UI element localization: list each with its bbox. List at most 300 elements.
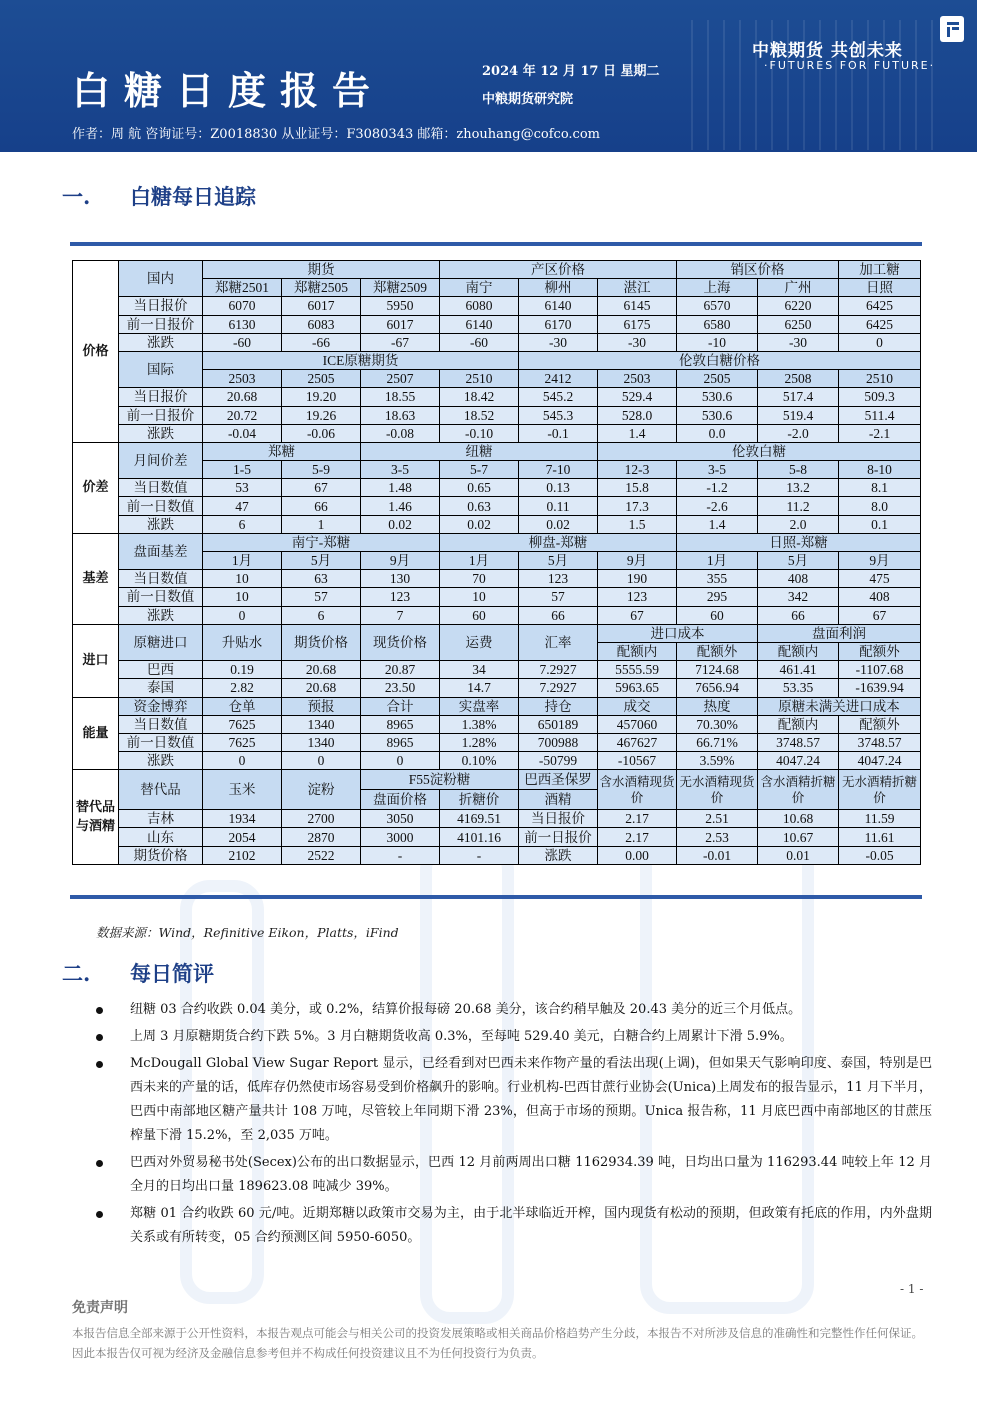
table-cell: 4047.24 xyxy=(758,752,839,770)
data-source: 数据来源：Wind，Refinitive Eikon，Platts，iFind xyxy=(96,925,399,940)
table-cell: 7.2927 xyxy=(519,661,598,679)
logo-text: 中粮期货 共创未来 xyxy=(752,41,903,61)
table-row xyxy=(73,442,921,460)
table-cell: 18.42 xyxy=(440,388,519,406)
column-group-header: 伦敦白糖 xyxy=(598,442,921,460)
row-label: 前一日报价 xyxy=(119,406,203,424)
table-cell: 53 xyxy=(203,479,282,497)
table-cell: 6220 xyxy=(758,297,839,315)
column-header: 热度 xyxy=(677,697,758,715)
column-header: 2507 xyxy=(361,370,440,388)
column-header: 运费 xyxy=(440,624,519,660)
table-cell: 8965 xyxy=(361,715,440,733)
table-cell: 10 xyxy=(203,588,282,606)
table-cell: 511.4 xyxy=(839,406,921,424)
table-cell: 342 xyxy=(758,588,839,606)
table-cell: -30 xyxy=(519,333,598,351)
column-header: 配额内 xyxy=(598,642,677,660)
row-header: 国内 xyxy=(119,261,203,297)
table-row xyxy=(73,297,921,315)
row-header: 盘面基差 xyxy=(119,533,203,569)
table-cell: 517.4 xyxy=(758,388,839,406)
column-header: 期货价格 xyxy=(282,624,361,660)
column-header: 2508 xyxy=(758,370,839,388)
page-number: - 1 - xyxy=(900,1282,924,1296)
table-cell: -0.08 xyxy=(361,424,440,442)
report-title: 白糖日度报告 xyxy=(72,68,385,113)
category-label: 价差 xyxy=(73,442,119,533)
table-row xyxy=(73,388,921,406)
row-label: 期货价格 xyxy=(119,846,203,864)
column-header: 3-5 xyxy=(677,461,758,479)
table-cell: 3050 xyxy=(361,810,440,828)
column-header: 含水酒精折糖价 xyxy=(758,770,839,810)
table-row xyxy=(73,679,921,697)
table-row xyxy=(73,515,921,533)
table-cell: 529.4 xyxy=(598,388,677,406)
column-header: 配额外 xyxy=(839,642,921,660)
column-header: 柳州 xyxy=(519,279,598,297)
table-row xyxy=(73,588,921,606)
table-cell: -30 xyxy=(598,333,677,351)
table-cell: 1340 xyxy=(282,733,361,751)
table-cell: 0.0 xyxy=(677,424,758,442)
row-label: 前一日数值 xyxy=(119,733,203,751)
column-group-header: 伦敦白糖价格 xyxy=(519,351,921,369)
table-cell: 3748.57 xyxy=(758,733,839,751)
table-cell: 4101.16 xyxy=(440,828,519,846)
column-header: 成交 xyxy=(598,697,677,715)
table-row xyxy=(73,351,921,369)
table-cell: -0.04 xyxy=(203,424,282,442)
table-cell: 0.65 xyxy=(440,479,519,497)
logo-icon xyxy=(938,14,966,44)
row-label: 涨跌 xyxy=(119,515,203,533)
table-cell: 67 xyxy=(282,479,361,497)
row-label: 山东 xyxy=(119,828,203,846)
table-cell: 7656.94 xyxy=(677,679,758,697)
row-label: 当日报价 xyxy=(519,810,598,828)
column-header: 1月 xyxy=(440,552,519,570)
table-cell: 2054 xyxy=(203,828,282,846)
table-cell: -0.1 xyxy=(519,424,598,442)
table-row xyxy=(73,479,921,497)
column-group-header: 原糖未满关进口成本 xyxy=(758,697,921,715)
table-cell: 2.0 xyxy=(758,515,839,533)
table-cell: 528.0 xyxy=(598,406,677,424)
table-cell: -1107.68 xyxy=(839,661,921,679)
row-label: 当日数值 xyxy=(119,570,203,588)
table-cell: 545.3 xyxy=(519,406,598,424)
row-header: 月间价差 xyxy=(119,442,203,478)
table-cell: 1.4 xyxy=(677,515,758,533)
table-cell: -2.0 xyxy=(758,424,839,442)
table-cell: 6140 xyxy=(440,315,519,333)
table-cell: 0.02 xyxy=(519,515,598,533)
table-cell: 123 xyxy=(519,570,598,588)
column-header: 郑糖2501 xyxy=(203,279,282,297)
column-header: 汇率 xyxy=(519,624,598,660)
column-group-header: 期货 xyxy=(203,261,440,279)
row-label: 当日报价 xyxy=(119,297,203,315)
column-header: 2510 xyxy=(440,370,519,388)
table-cell: 7.2927 xyxy=(519,679,598,697)
column-header: 广州 xyxy=(758,279,839,297)
table-cell: 0.01 xyxy=(758,846,839,864)
table-cell: 18.63 xyxy=(361,406,440,424)
institute-name: 中粮期货研究院 xyxy=(482,92,574,107)
table-cell: 47 xyxy=(203,497,282,515)
row-label: 涨跌 xyxy=(119,752,203,770)
row-label: 前一日数值 xyxy=(119,497,203,515)
table-cell: 19.26 xyxy=(282,406,361,424)
table-cell: 650189 xyxy=(519,715,598,733)
table-cell: 3.59% xyxy=(677,752,758,770)
column-header: 12-3 xyxy=(598,461,677,479)
section-divider xyxy=(70,895,922,899)
column-header: 无水酒精现货价 xyxy=(677,770,758,810)
table-cell: -0.01 xyxy=(677,846,758,864)
column-header: 5月 xyxy=(282,552,361,570)
column-header: 配额内 xyxy=(758,642,839,660)
table-cell: 23.50 xyxy=(361,679,440,697)
table-cell: 545.2 xyxy=(519,388,598,406)
column-header: 5-9 xyxy=(282,461,361,479)
table-cell: 7 xyxy=(361,606,440,624)
row-header: 资金博弈 xyxy=(119,697,203,715)
table-cell: 475 xyxy=(839,570,921,588)
table-cell: 1340 xyxy=(282,715,361,733)
table-cell: 配额内 xyxy=(758,715,839,733)
table-cell: 70 xyxy=(440,570,519,588)
row-label: 当日数值 xyxy=(119,715,203,733)
table-cell: -60 xyxy=(203,333,282,351)
table-cell: -1639.94 xyxy=(839,679,921,697)
table-cell: 11.61 xyxy=(839,828,921,846)
table-cell: 2870 xyxy=(282,828,361,846)
table-cell: 0.13 xyxy=(519,479,598,497)
table-cell: 6425 xyxy=(839,297,921,315)
table-cell: 123 xyxy=(361,588,440,606)
table-cell: 20.68 xyxy=(282,679,361,697)
bullet-icon xyxy=(96,1211,103,1218)
section-heading xyxy=(62,958,214,988)
table-cell: -60 xyxy=(440,333,519,351)
category-label: 基差 xyxy=(73,533,119,624)
column-header: 玉米 xyxy=(203,770,282,810)
column-header: 1月 xyxy=(203,552,282,570)
table-cell: 6570 xyxy=(677,297,758,315)
table-row xyxy=(73,810,921,828)
table-cell: 509.3 xyxy=(839,388,921,406)
table-cell: 2.17 xyxy=(598,828,677,846)
list-item xyxy=(96,1025,932,1049)
table-cell: 8965 xyxy=(361,733,440,751)
column-group-header: 纽糖 xyxy=(361,442,598,460)
column-header: 含水酒精现货价 xyxy=(598,770,677,810)
table-cell: 190 xyxy=(598,570,677,588)
table-cell: 1934 xyxy=(203,810,282,828)
table-cell: 6175 xyxy=(598,315,677,333)
table-cell: 0 xyxy=(203,606,282,624)
column-header: 湛江 xyxy=(598,279,677,297)
table-row xyxy=(73,333,921,351)
column-header: 9月 xyxy=(361,552,440,570)
list-item xyxy=(96,1151,932,1199)
table-cell: 10.67 xyxy=(758,828,839,846)
column-header: 2412 xyxy=(519,370,598,388)
table-cell: 20.68 xyxy=(203,388,282,406)
list-item-text: 郑糖 01 合约收跌 60 元/吨。近期郑糖以政策市交易为主，由于北半球临近开榨，国内现货有松动的预期，但政策有托底的作用，内外盘期关系或有所转变，05 合约预测区间 5950-6050。 xyxy=(130,1206,932,1245)
table-cell: 70.30% xyxy=(677,715,758,733)
table-row xyxy=(73,424,921,442)
section-number: 一. xyxy=(62,184,91,209)
table-cell: 0.1 xyxy=(839,515,921,533)
table-cell: 457060 xyxy=(598,715,677,733)
table-cell: 6080 xyxy=(440,297,519,315)
column-header: 5月 xyxy=(758,552,839,570)
table-cell: 20.68 xyxy=(282,661,361,679)
table-cell: 461.41 xyxy=(758,661,839,679)
category-label: 进口 xyxy=(73,624,119,697)
bullet-icon xyxy=(96,1034,103,1041)
disclaimer-text: 本报告信息全部来源于公开性资料，本报告观点可能会与相关公司的投资发展策略或相关商品价格趋势产生分歧，本报告不对所涉及信息的准确性和完整性作任何保证。因此本报告仅可视为经济及金融信息参考但并不构成任何投资建议且不为任何投资行为负责。 xyxy=(72,1326,923,1360)
column-header: 郑糖2505 xyxy=(282,279,361,297)
table-cell: 7625 xyxy=(203,733,282,751)
table-row xyxy=(73,733,921,751)
column-header: 5-7 xyxy=(440,461,519,479)
table-cell: 2.53 xyxy=(677,828,758,846)
table-cell: 20.72 xyxy=(203,406,282,424)
row-label: 当日数值 xyxy=(119,479,203,497)
table-cell: 57 xyxy=(519,588,598,606)
table-cell: 1.46 xyxy=(361,497,440,515)
row-label: 涨跌 xyxy=(119,606,203,624)
table-cell: 67 xyxy=(839,606,921,624)
table-cell: 5555.59 xyxy=(598,661,677,679)
category-label: 替代品与酒精 xyxy=(73,770,119,865)
table-cell: 63 xyxy=(282,570,361,588)
table-cell: 5963.65 xyxy=(598,679,677,697)
column-header: 5月 xyxy=(519,552,598,570)
table-row xyxy=(73,752,921,770)
list-item xyxy=(96,1052,932,1148)
table-cell: 2522 xyxy=(282,846,361,864)
table-cell: 34 xyxy=(440,661,519,679)
sugar-tracking-table xyxy=(72,260,921,865)
commentary-list xyxy=(96,998,932,1253)
table-cell: 20.87 xyxy=(361,661,440,679)
table-cell: 10 xyxy=(203,570,282,588)
column-header: 1-5 xyxy=(203,461,282,479)
column-header: 2503 xyxy=(203,370,282,388)
table-row xyxy=(73,497,921,515)
column-header: 9月 xyxy=(598,552,677,570)
table-cell: -30 xyxy=(758,333,839,351)
table-cell: 700988 xyxy=(519,733,598,751)
table-row xyxy=(73,846,921,864)
row-header: 原糖进口 xyxy=(119,624,203,660)
table-cell: 3000 xyxy=(361,828,440,846)
table-cell: 14.7 xyxy=(440,679,519,697)
table-cell: 6 xyxy=(203,515,282,533)
column-header: 配额外 xyxy=(677,642,758,660)
table-cell: 57 xyxy=(282,588,361,606)
author-line: 作者：周 航 咨询证号：Z0018830 从业证号：F3080343 邮箱：zhouhang@cofco.com xyxy=(72,127,600,142)
bullet-icon xyxy=(96,1160,103,1167)
table-cell: 6017 xyxy=(361,315,440,333)
column-header: 9月 xyxy=(839,552,921,570)
table-cell: 11.2 xyxy=(758,497,839,515)
table-cell: -67 xyxy=(361,333,440,351)
table-cell: 13.2 xyxy=(758,479,839,497)
table-cell: -10 xyxy=(677,333,758,351)
column-header: 南宁 xyxy=(440,279,519,297)
header-banner xyxy=(0,0,977,152)
table-row xyxy=(73,770,921,790)
table-cell: 2.51 xyxy=(677,810,758,828)
table-cell: 15.8 xyxy=(598,479,677,497)
table-cell: 0.10% xyxy=(440,752,519,770)
column-header: 现货价格 xyxy=(361,624,440,660)
column-header: 酒精 xyxy=(519,790,598,810)
column-header: 仓单 xyxy=(203,697,282,715)
column-header: 郑糖2509 xyxy=(361,279,440,297)
table-cell: 2700 xyxy=(282,810,361,828)
list-item xyxy=(96,1202,932,1250)
table-cell: 11.59 xyxy=(839,810,921,828)
row-label: 泰国 xyxy=(119,679,203,697)
column-header: 预报 xyxy=(282,697,361,715)
table-row xyxy=(73,261,921,279)
table-row xyxy=(73,606,921,624)
table-cell: 67 xyxy=(598,606,677,624)
table-cell: 1 xyxy=(282,515,361,533)
column-header: 折糖价 xyxy=(440,790,519,810)
column-group-header: 日照-郑糖 xyxy=(677,533,921,551)
column-header: 3-5 xyxy=(361,461,440,479)
table-row xyxy=(73,570,921,588)
section-divider xyxy=(70,242,922,246)
table-cell: 0.02 xyxy=(361,515,440,533)
table-cell: -2.1 xyxy=(839,424,921,442)
column-header: 8-10 xyxy=(839,461,921,479)
table-cell: 18.55 xyxy=(361,388,440,406)
table-cell: 10.68 xyxy=(758,810,839,828)
column-header: 巴西圣保罗 xyxy=(519,770,598,790)
row-label: 涨跌 xyxy=(119,333,203,351)
table-cell: 530.6 xyxy=(677,406,758,424)
column-group-header: 加工糖 xyxy=(839,261,921,279)
table-cell: 4169.51 xyxy=(440,810,519,828)
table-cell: 66.71% xyxy=(677,733,758,751)
category-label: 能量 xyxy=(73,697,119,770)
column-header: 2505 xyxy=(282,370,361,388)
column-header: 盘面价格 xyxy=(361,790,440,810)
table-cell: 66 xyxy=(519,606,598,624)
table-row xyxy=(73,661,921,679)
table-cell: 18.52 xyxy=(440,406,519,424)
row-header: 替代品 xyxy=(119,770,203,810)
category-label: 价格 xyxy=(73,261,119,443)
table-cell: 2.17 xyxy=(598,810,677,828)
table-row xyxy=(73,697,921,715)
list-item xyxy=(96,998,932,1022)
table-row xyxy=(73,315,921,333)
table-cell: 1.5 xyxy=(598,515,677,533)
row-label: 吉林 xyxy=(119,810,203,828)
table-cell: 5950 xyxy=(361,297,440,315)
table-cell: 配额外 xyxy=(839,715,921,733)
table-cell: -0.05 xyxy=(839,846,921,864)
table-cell: -10567 xyxy=(598,752,677,770)
column-header: 上海 xyxy=(677,279,758,297)
table-cell: 66 xyxy=(758,606,839,624)
row-label: 涨跌 xyxy=(119,424,203,442)
column-header: 日照 xyxy=(839,279,921,297)
table-cell: 1.48 xyxy=(361,479,440,497)
table-row xyxy=(73,624,921,642)
row-label: 巴西 xyxy=(119,661,203,679)
row-label: 前一日报价 xyxy=(119,315,203,333)
column-group-header: 产区价格 xyxy=(440,261,677,279)
table-cell: 6170 xyxy=(519,315,598,333)
table-row xyxy=(73,533,921,551)
table-cell: 7625 xyxy=(203,715,282,733)
table-cell: 408 xyxy=(839,588,921,606)
table-cell: 0 xyxy=(203,752,282,770)
column-header: 2510 xyxy=(839,370,921,388)
table-cell: 0.02 xyxy=(440,515,519,533)
column-group-header: 进口成本 xyxy=(598,624,758,642)
column-group-header: 柳盘-郑糖 xyxy=(440,533,677,551)
column-header: 2505 xyxy=(677,370,758,388)
table-cell: -2.6 xyxy=(677,497,758,515)
column-group-header: ICE原糖期货 xyxy=(203,351,519,369)
table-cell: 19.20 xyxy=(282,388,361,406)
table-cell: 6140 xyxy=(519,297,598,315)
table-cell: 7124.68 xyxy=(677,661,758,679)
table-cell: 2102 xyxy=(203,846,282,864)
table-cell: 0 xyxy=(282,752,361,770)
table-cell: 530.6 xyxy=(677,388,758,406)
section-heading xyxy=(62,181,256,211)
column-header: 升贴水 xyxy=(203,624,282,660)
table-cell: 408 xyxy=(758,570,839,588)
table-cell: 0 xyxy=(361,752,440,770)
report-date: 2024 年 12 月 17 日 星期二 xyxy=(482,64,660,79)
table-cell: 0.63 xyxy=(440,497,519,515)
row-label: 涨跌 xyxy=(519,846,598,864)
table-cell: 8.0 xyxy=(839,497,921,515)
table-cell: 10 xyxy=(440,588,519,606)
section-number: 二. xyxy=(62,961,91,986)
table-cell: - xyxy=(440,846,519,864)
table-cell: 130 xyxy=(361,570,440,588)
table-cell: 467627 xyxy=(598,733,677,751)
list-item-text: 巴西对外贸易秘书处(Secex)公布的出口数据显示，巴西 12 月前两周出口糖 1162934.39 吨，日均出口量为 116293.44 吨较上年 12 月全月的日均出口量 189623.08 吨减少 39%。 xyxy=(130,1155,932,1194)
table-cell: - xyxy=(361,846,440,864)
list-item-text: 纽糖 03 合约收跌 0.04 美分，或 0.2%，结算价报每磅 20.68 美分，该合约稍早触及 20.43 美分的近三个月低点。 xyxy=(130,1002,802,1017)
table-cell: 6017 xyxy=(282,297,361,315)
bullet-icon xyxy=(96,1007,103,1014)
column-header: 2503 xyxy=(598,370,677,388)
table-cell: 66 xyxy=(282,497,361,515)
table-row xyxy=(73,715,921,733)
table-cell: 60 xyxy=(440,606,519,624)
table-cell: 1.28% xyxy=(440,733,519,751)
table-cell: -0.06 xyxy=(282,424,361,442)
